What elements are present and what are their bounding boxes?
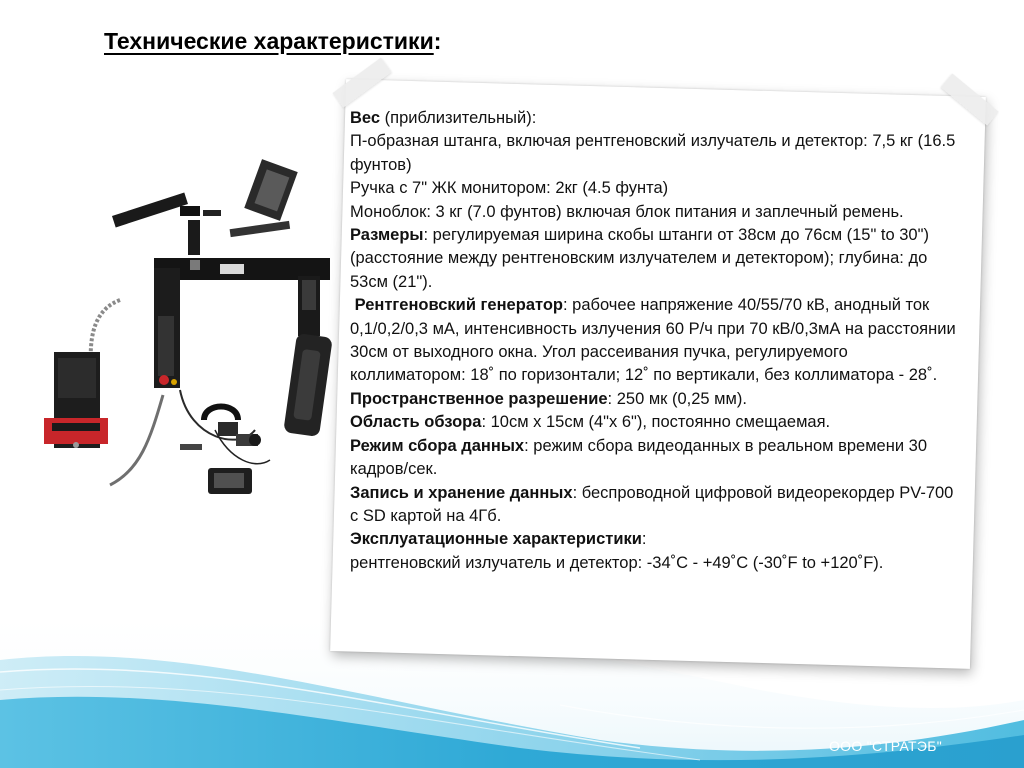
spec-fov <box>350 411 960 434</box>
spec-weight-handle: Ручка с 7" ЖК монитором: 2кг (4.5 фунта) <box>350 179 669 198</box>
spec-fov-label: Область обзора <box>350 413 482 432</box>
spec-dimensions-label: Размеры <box>350 226 424 245</box>
page-title-colon: : <box>433 28 442 54</box>
spec-resolution-text: : 250 мк (0,25 мм). <box>607 389 747 408</box>
spec-ops-colon: : <box>641 530 647 549</box>
spec-weight-label: Вес <box>350 109 381 127</box>
spec-mode-text: : режим сбора видеоданных в реальном времени 30 кадров/сек. <box>350 436 927 479</box>
spec-weight-frame: П-образная штанга, включая рентгеновский излучатель и детектор: 7,5 кг (16.5 фунтов) <box>350 132 956 174</box>
spec-resolution <box>350 388 960 411</box>
spec-xray-label: Рентгеновский генератор <box>354 296 564 315</box>
page-title <box>104 28 441 55</box>
spec-xray <box>350 294 960 388</box>
company-name: ООО "СТРАТЭБ" <box>828 738 942 754</box>
spec-fov-text: : 10см х 15см (4"х 6"), постоянно смещаемая. <box>481 413 831 432</box>
spec-mode-label: Режим сбора данных <box>350 436 525 455</box>
spec-resolution-label: Пространственное разрешение <box>350 389 608 408</box>
spec-xray-text: : рабочее напряжение 40/55/70 кВ, анодный ток 0,1/0,2/0,3 мА, интенсивность излучения 60 Р/ч при 70 кВ/0,3мА на расстоянии 30см от выходного окна. Угол рассеивания пучка, регулируемого коллиматором: 18˚ по горизонтали; 12˚ по вертикали, без коллиматора - 28˚. <box>350 296 956 385</box>
specifications-text <box>350 107 960 575</box>
page-title-text: Технические характеристики <box>104 28 434 54</box>
spec-storage-text: : беспроводной цифровой видеорекордер PV-700 с SD картой на 4Гб. <box>350 483 954 525</box>
spec-ops <box>350 528 960 551</box>
device-photo <box>40 140 340 512</box>
spec-storage-label: Запись и хранение данных <box>350 483 573 502</box>
spec-weight-note: (приблизительный): <box>380 109 537 127</box>
spec-ops-label: Эксплуатационные характеристики <box>350 530 642 549</box>
spec-storage <box>350 482 960 529</box>
spec-mode <box>350 435 960 482</box>
spec-dimensions-text: : регулируемая ширина скобы штанги от 38см до 76см (15" to 30") (расстояние между рентгеновским излучателем и детектором); глубина: до 53см (21"). <box>350 226 929 291</box>
spec-dimensions <box>350 224 960 294</box>
spec-weight-monoblock: Моноблок: 3 кг (7.0 фунтов) включая блок питания и заплечный ремень. <box>350 202 904 221</box>
spec-weight <box>350 107 960 130</box>
spec-ops-text: рентгеновский излучатель и детектор: -34˚С - +49˚С (-30˚F to +120˚F). <box>350 553 884 572</box>
